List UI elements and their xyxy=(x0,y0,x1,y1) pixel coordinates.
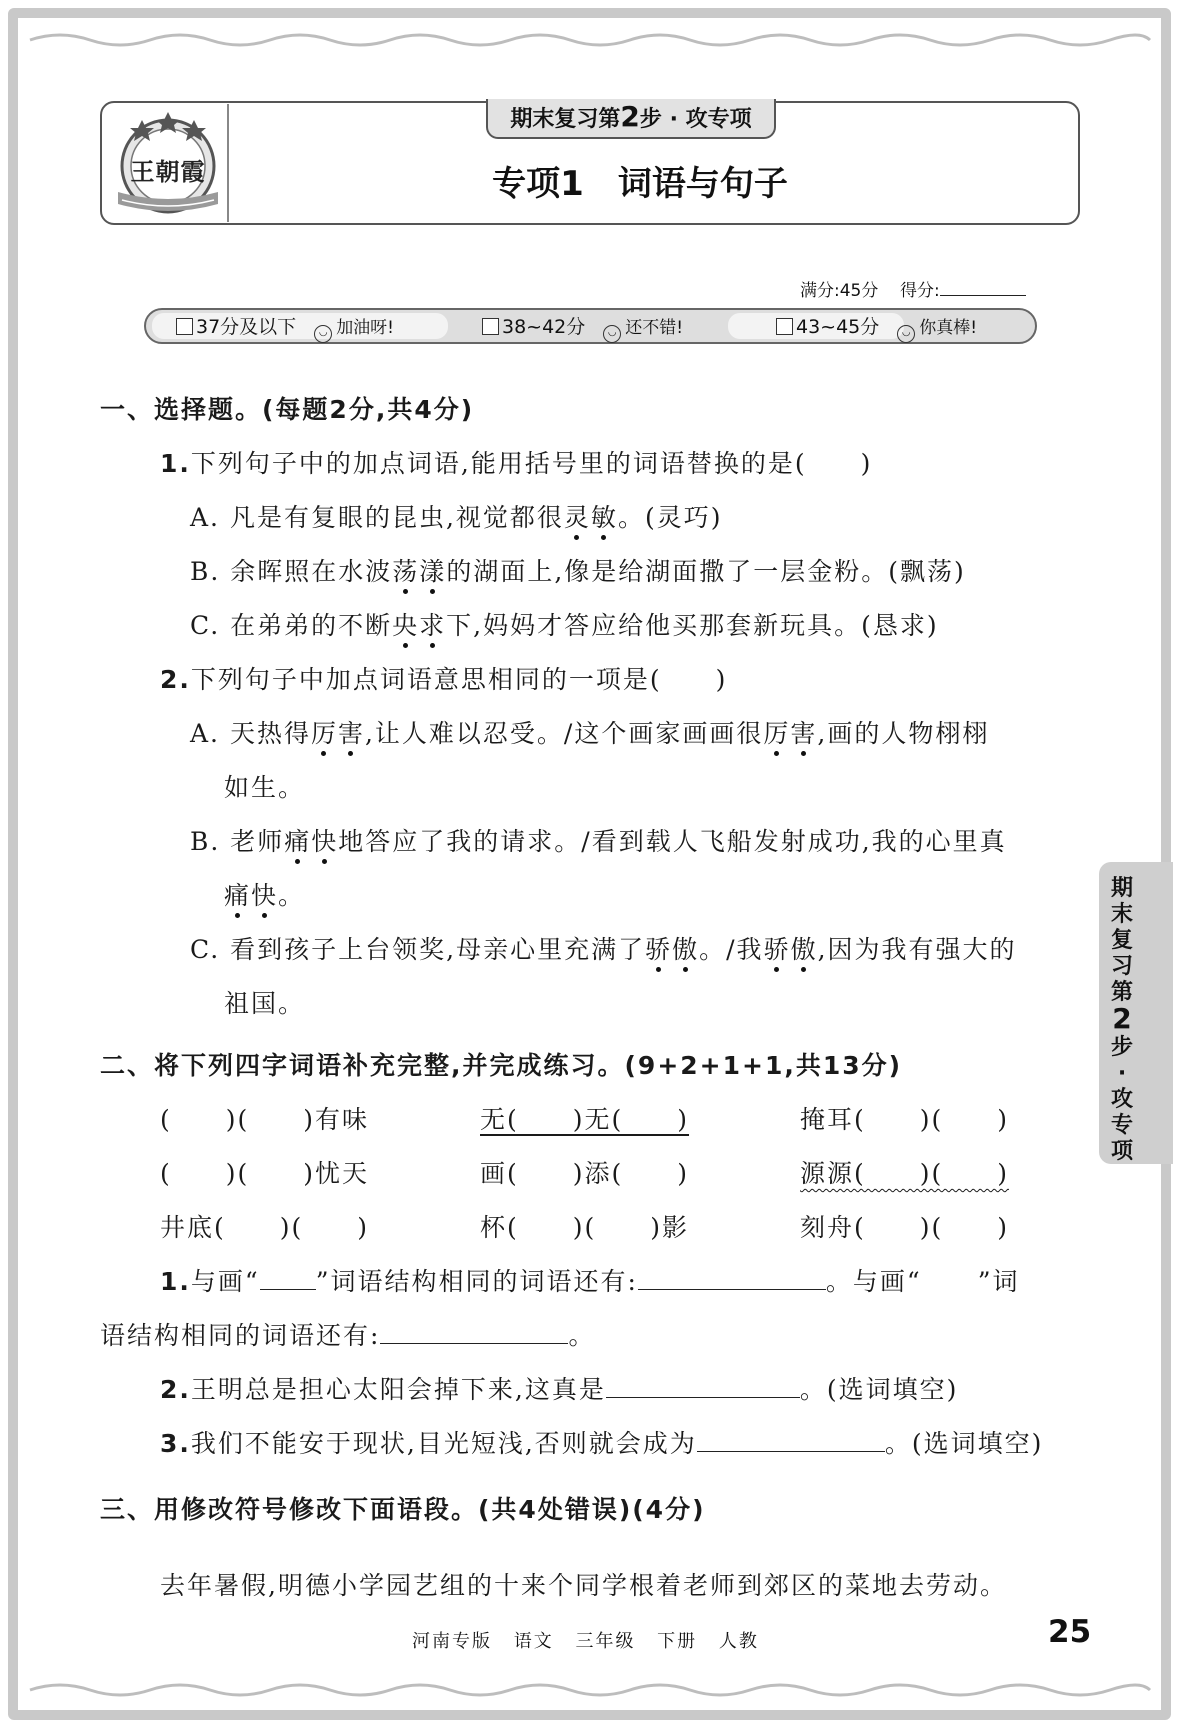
question-text: 。 xyxy=(568,1321,596,1350)
dotted-word xyxy=(284,827,338,856)
page-title: 专项1 词语与句子 xyxy=(492,164,788,204)
section3-paragraph: 去年暑假,明德小学园艺组的十来个同学根着老师到郊区的菜地去劳动。 xyxy=(160,1571,1007,1600)
dotted-word xyxy=(224,881,278,910)
checkbox-icon[interactable] xyxy=(776,318,793,335)
q2-option-a-cont: 如生。 xyxy=(224,773,306,802)
dotted-char: 厉 xyxy=(310,719,338,748)
idiom-cell[interactable]: 掩耳( )( ) xyxy=(800,1105,1010,1134)
dotted-char: 求 xyxy=(419,611,447,640)
side-tab-number: 2 xyxy=(1112,1002,1132,1035)
header-divider xyxy=(227,104,229,222)
smiley-icon: ◡ xyxy=(314,325,332,343)
smiley-icon: ◡ xyxy=(603,325,621,343)
q1-option-c[interactable] xyxy=(190,606,939,642)
side-tab-prefix: 期末复习第 xyxy=(1110,876,1133,1005)
dotted-word xyxy=(392,557,446,586)
question-text: 王明总是担心太阳会掉下来,这真是 xyxy=(190,1375,606,1404)
full-score-label: 满分:45分 xyxy=(800,281,879,301)
question-text: 下列句子中加点词语意思相同的一项是( ) xyxy=(190,665,728,694)
section1-heading: 一、选择题。(每题2分,共4分) xyxy=(100,395,475,424)
dotted-word xyxy=(311,719,365,748)
underline-sample xyxy=(260,1269,316,1290)
footer-text: 河南专版 语文 三年级 下册 人教 xyxy=(412,1631,759,1652)
rating-range: 37分及以下 xyxy=(196,316,297,338)
step-tab-number: 2 xyxy=(620,100,640,133)
dotted-char: 骄 xyxy=(645,935,673,964)
question-text: 与画“ xyxy=(190,1267,260,1296)
rating-bar xyxy=(144,308,1037,344)
option-text: 下,妈妈才答应给他买那套新玩具。(恳求) xyxy=(446,611,939,640)
s2-q1 xyxy=(160,1262,1019,1298)
question-text: 。与画“ xyxy=(825,1267,922,1296)
idiom-cell[interactable]: 杯( )( )影 xyxy=(480,1213,690,1242)
option-text: A. 凡是有复眼的昆虫,视觉都很 xyxy=(190,503,564,532)
question-text: 。(选词填空) xyxy=(884,1429,1044,1458)
question-text: 我们不能安于现状,目光短浅,否则就会成为 xyxy=(190,1429,697,1458)
page-border xyxy=(8,8,1171,1720)
dotted-char: 快 xyxy=(311,827,339,856)
q1-option-a[interactable] xyxy=(190,498,722,534)
option-text: B. 老师 xyxy=(190,827,285,856)
idiom-cell-wavy[interactable]: 源源( )( ) xyxy=(800,1159,1010,1188)
option-text: ,让人难以忍受。/这个画家画画很 xyxy=(364,719,764,748)
idiom-cell[interactable]: ( )( )忧天 xyxy=(160,1159,370,1188)
option-text: ,因为我有强大的 xyxy=(817,935,1017,964)
idiom-cell-underlined[interactable]: 无( )无( ) xyxy=(480,1105,690,1134)
dotted-word xyxy=(564,503,618,532)
rating-item-1 xyxy=(176,314,394,343)
page-number: 25 xyxy=(1048,1614,1092,1650)
option-text: C. 看到孩子上台领奖,母亲心里充满了 xyxy=(190,935,646,964)
dotted-char: 傲 xyxy=(672,935,700,964)
dotted-word xyxy=(392,611,446,640)
question-text: ”词语结构相同的词语还有: xyxy=(315,1267,638,1296)
dotted-char: 敏 xyxy=(590,503,618,532)
dotted-char: 灵 xyxy=(563,503,591,532)
checkbox-icon[interactable] xyxy=(176,318,193,335)
rating-cheer: 加油呀! xyxy=(336,318,395,338)
rating-cheer: 你真棒! xyxy=(919,318,978,338)
rating-item-3 xyxy=(776,314,977,343)
q2-stem xyxy=(160,660,727,696)
question-number: 2. xyxy=(160,665,191,694)
q2-option-b-cont xyxy=(224,876,305,912)
dotted-char: 荡 xyxy=(392,557,420,586)
dotted-char: 骄 xyxy=(763,935,791,964)
step-tab-prefix: 期末复习第 xyxy=(510,107,621,132)
idiom-cell[interactable]: 画( )添( ) xyxy=(480,1159,690,1188)
answer-blank[interactable] xyxy=(380,1323,568,1344)
question-number: 2. xyxy=(160,1375,191,1404)
got-score-label: 得分: xyxy=(899,281,940,301)
side-tab-text xyxy=(1110,876,1134,1165)
checkbox-icon[interactable] xyxy=(482,318,499,335)
answer-blank[interactable] xyxy=(606,1377,800,1398)
s2-q2 xyxy=(160,1370,958,1406)
dotted-char: 害 xyxy=(337,719,365,748)
option-text: 的湖面上,像是给湖面撒了一层金粉。(飘荡) xyxy=(446,557,966,586)
question-number: 1. xyxy=(160,1267,191,1296)
option-text: 地答应了我的请求。/看到载人飞船发射成功,我的心里真 xyxy=(338,827,1007,856)
logo-text: 王朝霞 xyxy=(130,157,206,186)
dotted-word xyxy=(764,935,818,964)
section2-heading: 二、将下列四字词语补充完整,并完成练习。(9+2+1+1,共13分) xyxy=(100,1051,903,1080)
option-text: C. 在弟弟的不断 xyxy=(190,611,393,640)
question-number: 1. xyxy=(160,449,191,478)
smiley-icon: ◡ xyxy=(897,325,915,343)
option-text: 。/我 xyxy=(699,935,764,964)
dotted-char: 傲 xyxy=(790,935,818,964)
wavy-sample xyxy=(922,1270,978,1290)
score-line xyxy=(800,276,1026,301)
option-text: ,画的人物栩栩 xyxy=(817,719,990,748)
option-text: 。(灵巧) xyxy=(617,503,723,532)
option-text: 。 xyxy=(278,881,306,910)
s2-q1-cont xyxy=(100,1316,595,1352)
step-tab xyxy=(486,99,776,139)
question-text: 下列句子中的加点词语,能用括号里的词语替换的是( ) xyxy=(190,449,873,478)
question-text: ”词 xyxy=(977,1267,1020,1296)
dotted-word xyxy=(645,935,699,964)
dotted-char: 漾 xyxy=(419,557,447,586)
dotted-word xyxy=(763,719,817,748)
step-tab-suffix: 步 · 攻专项 xyxy=(639,107,752,132)
idiom-cell[interactable]: 刻舟( )( ) xyxy=(800,1213,1010,1242)
dotted-char: 快 xyxy=(251,881,279,910)
rating-cheer: 还不错! xyxy=(625,318,684,338)
question-text: 。(选词填空) xyxy=(799,1375,959,1404)
q2-option-c-cont: 祖国。 xyxy=(224,989,306,1018)
rating-range: 43~45分 xyxy=(796,316,880,338)
idiom-cell[interactable]: ( )( )有味 xyxy=(160,1105,370,1134)
q2-option-a[interactable] xyxy=(190,714,989,750)
question-text: 语结构相同的词语还有: xyxy=(100,1321,381,1350)
dotted-char: 央 xyxy=(392,611,420,640)
q1-option-b[interactable] xyxy=(190,552,966,588)
s2-q3 xyxy=(160,1424,1043,1460)
option-text: B. 余晖照在水波 xyxy=(190,557,393,586)
q1-stem xyxy=(160,444,872,480)
q2-option-c[interactable] xyxy=(190,930,1017,966)
q2-option-b[interactable] xyxy=(190,822,1007,858)
side-tab-suffix: 步·攻专项 xyxy=(1110,1035,1133,1164)
answer-blank[interactable] xyxy=(697,1431,885,1452)
dotted-char: 害 xyxy=(790,719,818,748)
dotted-char: 痛 xyxy=(284,827,312,856)
answer-blank[interactable] xyxy=(638,1269,826,1290)
section3-heading: 三、用修改符号修改下面语段。(共4处错误)(4分) xyxy=(100,1495,706,1524)
rating-range: 38~42分 xyxy=(502,316,586,338)
dotted-char: 厉 xyxy=(763,719,791,748)
dotted-char: 痛 xyxy=(224,881,252,910)
rating-item-2 xyxy=(482,314,683,343)
option-text: A. 天热得 xyxy=(190,719,311,748)
score-blank[interactable] xyxy=(940,281,1026,296)
idiom-cell[interactable]: 井底( )( ) xyxy=(160,1213,370,1242)
question-number: 3. xyxy=(160,1429,191,1458)
